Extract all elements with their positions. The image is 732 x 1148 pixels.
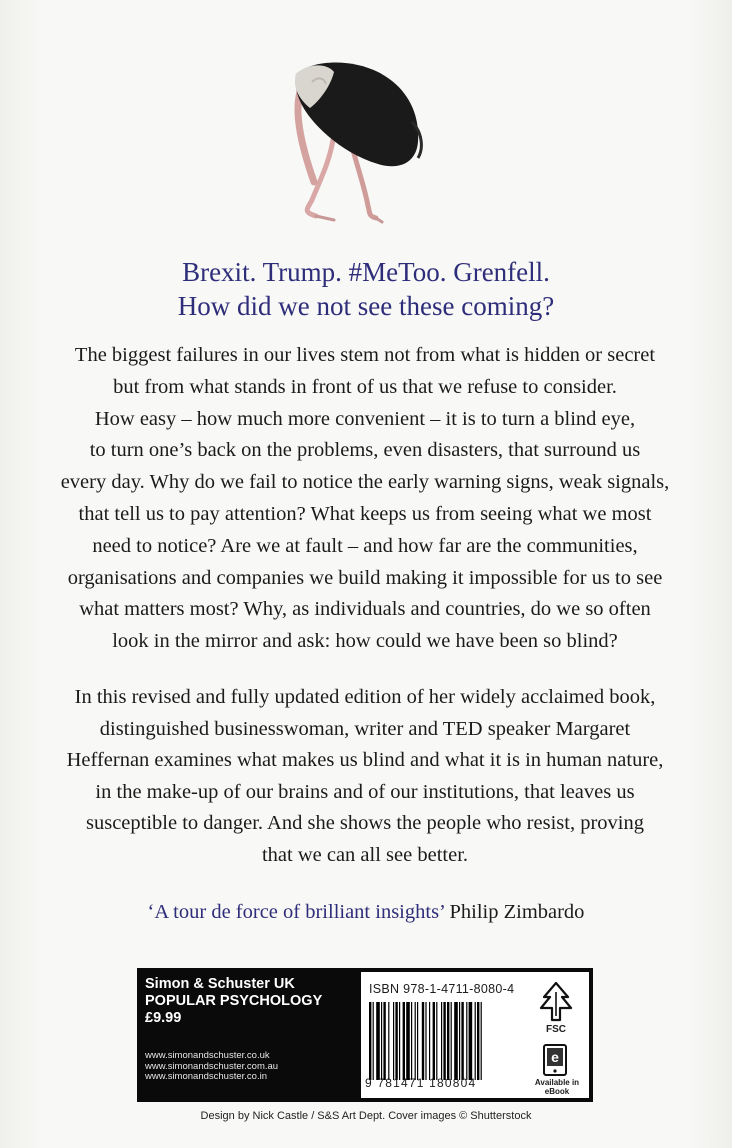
blurb-paragraph-2 [40, 682, 690, 871]
fsc-tree-logo-icon [535, 980, 577, 1024]
url-au[interactable]: www.simonandschuster.com.au [145, 1060, 279, 1072]
blurb-line: Heffernan examines what makes us blind and what it is in human nature, [66, 749, 664, 771]
quote-attribution: Philip Zimbardo [444, 901, 585, 923]
blurb-line: in the make-up of our brains and of our institutions, that leaves us [95, 780, 635, 803]
blurb-line: every day. Why do we fail to notice the early warning signs, weak signals, [60, 471, 670, 494]
blurb-line: organisations and companies we build making it impossible for us to see [67, 566, 663, 589]
blurb-line: need to notice? Are we at fault – and how far are the communities, [92, 534, 638, 557]
svg-text:e: e [551, 1049, 559, 1065]
design-credit: Design by Nick Castle / S&S Art Dept. Cover images © Shutterstock [200, 1110, 532, 1122]
barcode-icon [369, 1002, 521, 1080]
blurb-line: that tell us to pay attention? What keeps us from seeing what we most [78, 502, 652, 525]
isbn-label: ISBN 978-1-4711-8080-4 [369, 982, 515, 996]
tagline-line-1: Brexit. Trump. #MeToo. Grenfell. [182, 257, 550, 287]
price: £9.99 [145, 1010, 182, 1026]
review-quote [0, 898, 732, 926]
publisher-info-box [137, 968, 593, 1102]
barcode-number: 9 781471 180804 [365, 1076, 477, 1090]
ostrich-illustration [272, 52, 442, 232]
blurb-line: look in the mirror and ask: how could we have been so blind? [112, 630, 618, 653]
blurb-line: distinguished businesswoman, writer and TED speaker Margaret [99, 717, 631, 740]
blurb-line: In this revised and fully updated edition of her widely acclaimed book, [74, 686, 656, 708]
blurb-paragraph-1 [40, 340, 690, 658]
blurb-line: but from what stands in front of us that we refuse to consider. [113, 375, 617, 398]
publisher-name: Simon & Schuster UK [145, 976, 295, 992]
url-uk[interactable]: www.simonandschuster.co.uk [145, 1050, 270, 1061]
ebook-line-1: Available in [534, 1078, 580, 1087]
publisher-urls [145, 1051, 278, 1083]
blurb-line: The biggest failures in our lives stem not from what is hidden or secret [74, 344, 656, 366]
blurb-line: How easy – how much more convenient – it is to turn a blind eye, [94, 407, 636, 430]
quote-text: ‘A tour de force of brilliant insights’ [147, 901, 445, 923]
blurb-line: that we can all see better. [261, 843, 469, 866]
barcode-panel [361, 972, 589, 1098]
blurb-line: susceptible to danger. And she shows the people who resist, proving [86, 812, 644, 834]
book-category: POPULAR PSYCHOLOGY [145, 993, 323, 1009]
fsc-label: FSC [546, 1024, 566, 1035]
publisher-details [145, 976, 322, 1027]
ebook-line-2: eBook [544, 1087, 570, 1096]
url-in[interactable]: www.simonandschuster.co.in [145, 1071, 267, 1082]
blurb-line: what matters most? Why, as individuals and countries, do we so often [79, 598, 651, 621]
ebook-icon [542, 1044, 568, 1076]
tagline-line-2: How did we not see these coming? [177, 291, 555, 321]
ebook-availability [529, 1078, 585, 1096]
blurb-line: to turn one’s back on the problems, even disasters, that surround us [89, 439, 641, 462]
